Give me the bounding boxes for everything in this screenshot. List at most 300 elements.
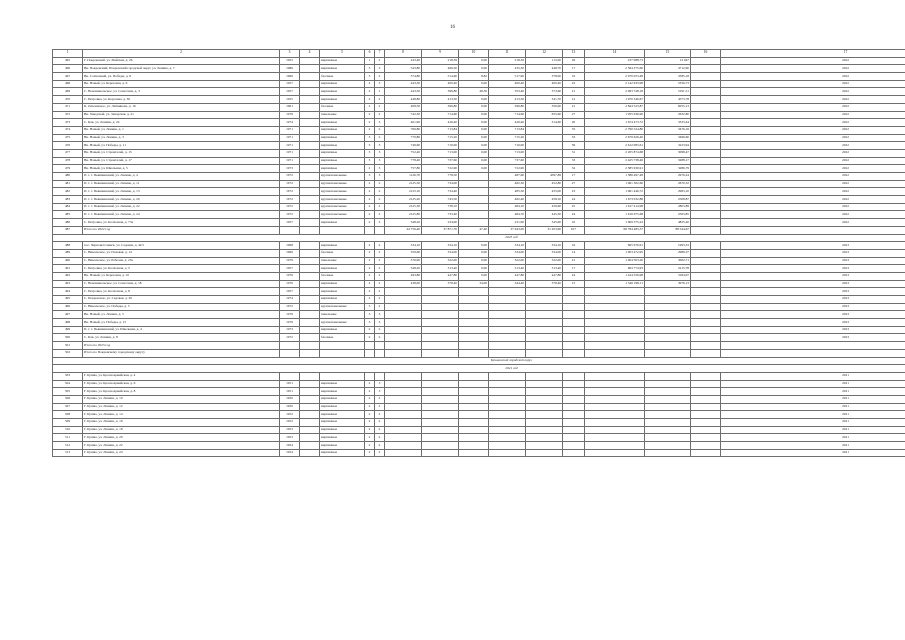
table-cell: 400,40 [422, 80, 459, 88]
table-cell [459, 303, 489, 311]
table-cell [280, 349, 300, 357]
table-cell: 2022 [721, 80, 905, 88]
table-cell: 2 [375, 426, 385, 434]
table-cell: 35 [563, 126, 585, 134]
table-cell [691, 203, 721, 211]
table-cell: 722,90 [489, 165, 526, 173]
table-cell: блочные [320, 103, 365, 111]
table-cell [300, 342, 320, 350]
column-number: 12 [526, 50, 563, 58]
table-cell: 495 [53, 296, 83, 304]
table-cell: 48,30 [459, 88, 489, 96]
table-cell: 23 [563, 188, 585, 196]
table-cell: 396,80 [489, 103, 526, 111]
table-cell: 665 976,91 [585, 242, 645, 250]
table-cell: 2 [375, 203, 385, 211]
table-cell: 469 [53, 88, 83, 96]
table-cell [459, 180, 489, 188]
table-cell [459, 419, 489, 427]
table-cell: 0,00 [459, 265, 489, 273]
page-number: 16 [450, 25, 455, 30]
table-cell [526, 442, 563, 450]
table-cell [300, 111, 320, 119]
table-cell: 447,80 [489, 272, 526, 280]
table-row [53, 242, 905, 250]
table-cell: крупнопанельные [320, 211, 365, 219]
table-cell [489, 296, 526, 304]
table-cell: 1971 [280, 142, 300, 150]
table-cell: 482,30 [489, 180, 526, 188]
table-cell [300, 288, 320, 296]
table-cell: 0,00 [459, 142, 489, 150]
table-cell [585, 311, 645, 319]
table-cell: 2023 [721, 288, 905, 296]
table-cell [489, 380, 526, 388]
table-cell: 2508,87 [645, 196, 691, 204]
table-cell [300, 372, 320, 380]
table-cell: крупнопанельные [320, 203, 365, 211]
table-cell [691, 242, 721, 250]
table-cell: 484 [53, 203, 83, 211]
table-cell [422, 311, 459, 319]
table-cell [691, 88, 721, 96]
table-cell: Итого по 2022 год [83, 226, 280, 234]
table-cell: 1 003 472,95 [585, 249, 645, 257]
table-cell: 0,00 [459, 126, 489, 134]
table-cell [563, 403, 585, 411]
table-cell [385, 334, 422, 342]
table-cell [691, 326, 721, 334]
table-row [53, 257, 905, 265]
table-cell: 2989,37 [645, 249, 691, 257]
table-cell: 493 [53, 280, 83, 288]
table-cell: 344,40 [489, 280, 526, 288]
column-number: 1 [53, 50, 83, 58]
table-cell: С. Клк, ул. Ленина, д. 8 [83, 334, 280, 342]
table-cell [585, 449, 645, 457]
table-cell: 1955 [280, 57, 300, 65]
table-cell: 487,60 [489, 173, 526, 181]
table-cell: 1957 [280, 88, 300, 96]
table-cell [526, 395, 563, 403]
table-cell [645, 288, 691, 296]
table-cell: 485,50 [489, 188, 526, 196]
table-cell [691, 426, 721, 434]
table-cell [526, 419, 563, 427]
section-row [53, 365, 905, 373]
table-cell [691, 149, 721, 157]
table-cell: 2023 [721, 272, 905, 280]
table-cell: Вн. Новый, ул. Ленина, д. 5 [83, 311, 280, 319]
table-cell: 334,00 [422, 249, 459, 257]
table-cell [489, 449, 526, 457]
table-cell [563, 334, 585, 342]
table-cell: 396,80 [422, 88, 459, 96]
table-cell: 2 [365, 334, 375, 342]
table-cell: П. г. т. Пышминский, ул. Ленина, д. 13 [83, 188, 280, 196]
table-cell: Вн. Новый, ул. Школьная, д. 5 [83, 165, 280, 173]
table-cell: 2 [375, 180, 385, 188]
table-cell: кирпичные [320, 426, 365, 434]
table-cell: 490 [53, 257, 83, 265]
table-cell [563, 288, 585, 296]
table-cell: 3 [365, 311, 375, 319]
table-cell: 26 [563, 57, 585, 65]
table-cell: 1993,33 [645, 242, 691, 250]
table-cell: блочные [320, 334, 365, 342]
table-cell: 485 [53, 211, 83, 219]
table-cell [422, 395, 459, 403]
table-cell: кирпичные [320, 242, 365, 250]
table-cell: 0,00 [459, 165, 489, 173]
table-cell: 1957 [280, 288, 300, 296]
table-cell [489, 342, 526, 350]
table-cell [691, 257, 721, 265]
table-cell: 313,40 [489, 265, 526, 273]
table-cell [691, 188, 721, 196]
table-cell [526, 380, 563, 388]
table-cell: 1972 [280, 173, 300, 181]
table-cell: 3223,94 [645, 142, 691, 150]
table-cell: 1961 [280, 103, 300, 111]
table-cell: 2022 [721, 111, 905, 119]
table-cell [459, 319, 489, 327]
table-cell [422, 303, 459, 311]
table-cell: 655,60 [526, 111, 563, 119]
table-cell [300, 65, 320, 73]
table-cell: 16 [563, 242, 585, 250]
table-cell: 0,00 [459, 249, 489, 257]
table-cell [300, 411, 320, 419]
table-cell [300, 188, 320, 196]
table-cell: 2 [365, 242, 375, 250]
table-row [53, 134, 905, 142]
table-cell: 2023 [721, 334, 905, 342]
table-cell [300, 134, 320, 142]
table-row [53, 265, 905, 273]
table-cell: 508 [53, 411, 83, 419]
table-cell: крупнопанельные [320, 173, 365, 181]
table-cell: 488 [53, 242, 83, 250]
table-cell: 1971 [280, 157, 300, 165]
table-cell: 2 844 523,87 [585, 103, 645, 111]
table-cell: 3 [365, 319, 375, 327]
table-cell [526, 334, 563, 342]
table-cell: 2022 [721, 119, 905, 127]
table-cell [526, 426, 563, 434]
table-cell: 2125,30 [385, 203, 422, 211]
table-cell [300, 442, 320, 450]
table-cell: П. г. т. Пышминский, ул. Ленина, д. 4 [83, 173, 280, 181]
table-cell: 2021 [721, 434, 905, 442]
table-cell: 3 [365, 149, 375, 157]
table-row [53, 449, 905, 457]
table-cell [585, 288, 645, 296]
table-cell [526, 342, 563, 350]
table-cell: кирпичные [320, 165, 365, 173]
section-title: 2021 год [53, 365, 905, 373]
column-number: 9 [422, 50, 459, 58]
table-cell: 770,80 [385, 134, 422, 142]
table-row [53, 126, 905, 134]
table-row [53, 203, 905, 211]
table-cell: 513 [53, 449, 83, 457]
table-cell: Вн. Новый, ул. Ленина, д. 1 [83, 126, 280, 134]
table-row [53, 226, 905, 234]
table-cell [585, 411, 645, 419]
table-cell: 3 [375, 165, 385, 173]
table-cell: 13 047 [645, 57, 691, 65]
table-cell: 14 [563, 249, 585, 257]
table-cell: 1971 [280, 149, 300, 157]
table-cell [385, 419, 422, 427]
table-cell: кирпичные [320, 219, 365, 227]
table-cell: 5356,73 [645, 80, 691, 88]
table-cell: 3 [375, 149, 385, 157]
table-cell: 68 784 485,37 [585, 226, 645, 234]
table-cell: 447,80 [422, 272, 459, 280]
table-cell: 322,00 [489, 257, 526, 265]
table-cell: кирпичные [320, 157, 365, 165]
table-cell [563, 326, 585, 334]
column-number: 16 [691, 50, 721, 58]
table-cell: 743,50 [422, 196, 459, 204]
table-cell [459, 203, 489, 211]
table-cell: 334,00 [526, 249, 563, 257]
table-cell [691, 119, 721, 127]
table-cell: 313,40 [526, 265, 563, 273]
table-cell: 1971 [280, 126, 300, 134]
table-cell [300, 142, 320, 150]
table-cell: 2022 [721, 103, 905, 111]
table-cell: 1972 [280, 180, 300, 188]
table-cell: 499 [53, 326, 83, 334]
table-cell: кирпичные [320, 296, 365, 304]
table-cell: 3 [375, 142, 385, 150]
table-cell: 1973 [280, 165, 300, 173]
table-cell: Г. Кушва, ул. Красноармейская, д. 8 [83, 388, 280, 396]
table-cell [385, 434, 422, 442]
table-cell: 348,20 [385, 265, 422, 273]
table-cell: 443,50 [385, 88, 422, 96]
table-cell: кирпичные [320, 119, 365, 127]
table-cell: 1 970 346,67 [585, 96, 645, 104]
table-cell [385, 349, 422, 357]
table-cell [422, 434, 459, 442]
table-cell [645, 326, 691, 334]
table-cell: 359,60 [385, 249, 422, 257]
table-cell: 715,20 [489, 134, 526, 142]
table-cell: 2021 [721, 449, 905, 457]
table-cell [645, 388, 691, 396]
table-cell [585, 380, 645, 388]
table-cell: 2 [365, 203, 375, 211]
table-cell [459, 326, 489, 334]
table-cell: 461,90 [385, 119, 422, 127]
table-cell: 1 [375, 88, 385, 96]
table-cell: 2 [375, 196, 385, 204]
table-cell: 1974 [280, 296, 300, 304]
table-cell: 1968 [280, 242, 300, 250]
table-cell: 2 [365, 188, 375, 196]
table-cell [691, 126, 721, 134]
table-cell: 1957 [280, 219, 300, 227]
table-cell [300, 173, 320, 181]
table-cell [645, 372, 691, 380]
table-cell: Г. Кушва, ул. Ленина, д. 20 [83, 434, 280, 442]
column-number: 17 [721, 50, 905, 58]
table-cell: 2022 [721, 211, 905, 219]
table-cell: 2993,10 [645, 188, 691, 196]
table-cell [691, 80, 721, 88]
table-cell [300, 80, 320, 88]
table-cell: 482,40 [489, 196, 526, 204]
table-cell: 1951 [280, 380, 300, 388]
table-cell [526, 326, 563, 334]
table-cell: Г. Кушва, ул. Ленина, д. 12 [83, 403, 280, 411]
table-cell: 2022 [721, 157, 905, 165]
table-cell: 496 [53, 303, 83, 311]
table-cell: 2 [375, 103, 385, 111]
table-cell [563, 395, 585, 403]
table-row [53, 326, 905, 334]
table-cell [385, 403, 422, 411]
table-cell: кирпичные [320, 419, 365, 427]
section-title: Кушвинский городской округ [53, 357, 905, 365]
data-table-container [52, 49, 870, 457]
table-cell [422, 403, 459, 411]
table-cell: 468 [53, 80, 83, 88]
table-cell [691, 134, 721, 142]
table-cell: Вн. Новый, ул. Ленина, д. 3 [83, 134, 280, 142]
table-cell [300, 311, 320, 319]
table-cell: Г. Кушва, ул. Ленина, д. 18 [83, 426, 280, 434]
table-cell: 1951 [280, 388, 300, 396]
table-cell: 378,40 [422, 280, 459, 288]
table-cell [300, 419, 320, 427]
table-cell: блочные [320, 249, 365, 257]
table-cell: 39 [563, 142, 585, 150]
table-cell: 2 [365, 196, 375, 204]
table-cell: 2 142 633,98 [585, 80, 645, 88]
table-cell [691, 249, 721, 257]
table-cell [300, 249, 320, 257]
table-cell: 2 [375, 434, 385, 442]
table-row [53, 334, 905, 342]
table-cell [563, 303, 585, 311]
table-cell: 455,00 [526, 188, 563, 196]
table-cell [489, 419, 526, 427]
table-cell: 474 [53, 126, 83, 134]
table-cell: 510 [53, 426, 83, 434]
table-cell: 2 [375, 272, 385, 280]
column-number: 14 [585, 50, 645, 58]
table-cell: 0,00 [459, 111, 489, 119]
table-cell [489, 442, 526, 450]
table-cell: Вн. Новый, ул. Строителей, д. 15 [83, 149, 280, 157]
table-cell: 480 [53, 173, 83, 181]
table-cell: 512 [53, 442, 83, 450]
table-cell: 2 [365, 80, 375, 88]
table-cell: крупнопанельные [320, 319, 365, 327]
table-cell [489, 349, 526, 357]
table-cell: 471 [53, 103, 83, 111]
table-cell: 2022 [721, 88, 905, 96]
table-cell: 243,40 [385, 57, 422, 65]
table-cell: 466,30 [422, 65, 459, 73]
table-cell: 0,00 [459, 96, 489, 104]
table-cell: 3288,17 [645, 157, 691, 165]
table-cell: К. Ольгинское, ул. Литвинова, д. 16 [83, 103, 280, 111]
column-number: 13 [563, 50, 585, 58]
table-cell [422, 388, 459, 396]
table-row [53, 111, 905, 119]
table-cell [585, 303, 645, 311]
table-cell: 1 617 414,98 [585, 203, 645, 211]
table-cell: крупнопанельные [320, 303, 365, 311]
table-cell: 778,40 [385, 157, 422, 165]
table-cell: кирпичные [320, 88, 365, 96]
table-cell: 2 [375, 73, 385, 81]
table-cell [585, 326, 645, 334]
table-cell: 1972 [280, 303, 300, 311]
table-cell [691, 411, 721, 419]
table-cell: Вн. Новый, ул. Береговая, д. 6 [83, 80, 280, 88]
table-row [53, 342, 905, 350]
table-cell: 2 [365, 326, 375, 334]
table-cell [459, 372, 489, 380]
table-cell [385, 442, 422, 450]
table-cell [300, 403, 320, 411]
table-cell [385, 288, 422, 296]
table-cell [585, 426, 645, 434]
table-cell [645, 395, 691, 403]
table-cell: 475 [53, 134, 83, 142]
table-row [53, 165, 905, 173]
table-cell: 715,20 [422, 134, 459, 142]
table-cell [422, 411, 459, 419]
table-cell [526, 134, 563, 142]
table-cell: кирпичные [320, 80, 365, 88]
table-cell [691, 434, 721, 442]
table-cell: 506 [53, 395, 83, 403]
table-cell: крупнопанельные [320, 188, 365, 196]
table-cell: 334,10 [526, 242, 563, 250]
table-cell: 3 [375, 80, 385, 88]
table-cell: кирпичные [320, 142, 365, 150]
table-row [53, 103, 905, 111]
table-cell [645, 334, 691, 342]
table-cell: Г. Кушва, ул. Красноармейская, д. 4 [83, 372, 280, 380]
table-cell [691, 319, 721, 327]
table-cell [526, 303, 563, 311]
table-cell: 438,00 [385, 280, 422, 288]
table-cell [489, 372, 526, 380]
table-cell: Вн. Покровский, Покровский городской округ, ул. Ленина, д. 7 [83, 65, 280, 73]
table-cell: 2 385 930,91 [585, 165, 645, 173]
table-cell: 2 [375, 249, 385, 257]
table-cell: 467 [53, 73, 83, 81]
table-cell: С. Новоникольское, ул. Советская, д. 18 [83, 280, 280, 288]
table-cell: 113,00 [526, 57, 563, 65]
table-cell [459, 411, 489, 419]
table-cell [459, 380, 489, 388]
table-cell: 2 564 375,60 [585, 65, 645, 73]
table-cell: Итого по Покровскому городскому округу [83, 349, 280, 357]
table-cell: 2 [365, 288, 375, 296]
table-cell [385, 372, 422, 380]
table-cell [691, 103, 721, 111]
